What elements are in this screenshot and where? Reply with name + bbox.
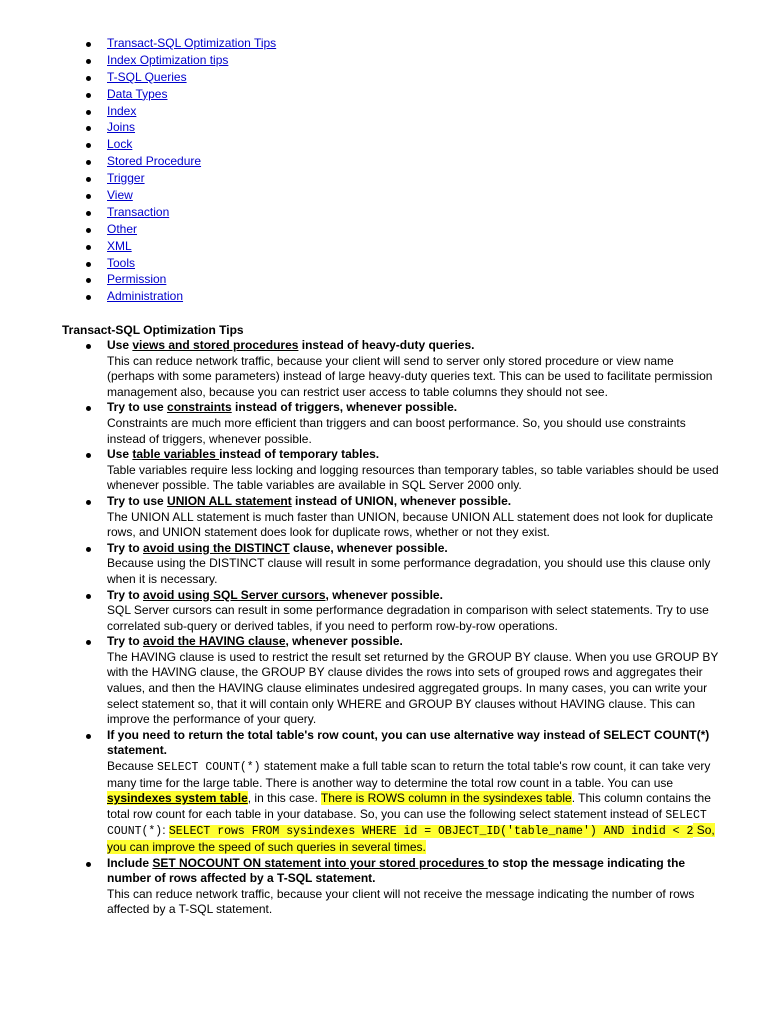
tip-heading: If you need to return the total table's row count, you can use alternative way instead of SELECT COUNT(*) statement. (107, 727, 710, 758)
tip-heading-text: Try to (107, 587, 144, 602)
toc-item (82, 136, 276, 153)
tip-heading (107, 541, 722, 557)
toc-link-view[interactable]: View (107, 188, 133, 203)
toc-link-tools[interactable]: Tools (107, 255, 136, 270)
bullet-icon (86, 93, 91, 98)
toc-link-trigger[interactable]: Trigger (107, 171, 145, 186)
tip-body-text: : (162, 823, 169, 838)
toc-link-stored-procedure[interactable]: Stored Procedure (107, 154, 202, 169)
toc-item (82, 86, 276, 103)
bullet-icon (86, 194, 91, 199)
bullet-icon (86, 245, 91, 250)
toc-item (82, 69, 276, 86)
bullet-icon (86, 862, 91, 867)
tip-heading-text: Try to use (107, 493, 168, 508)
tip-body: The UNION ALL statement is much faster than UNION, because UNION ALL statement does not look for duplicate rows, and UNION statement does look for duplicate rows, whether or not they exist. (107, 509, 714, 540)
tip-body (107, 759, 722, 856)
tip-heading-text: instead of temporary tables. (219, 447, 380, 462)
tip-body: Because using the DISTINCT clause will result in some performance degradation, you should use this clause only when it is necessary. (107, 556, 711, 586)
toc-item (82, 153, 276, 170)
tip-body: Constraints are much more efficient than triggers and can boost performance. So, you should use constraints instead of triggers, whenever possible. (107, 415, 686, 446)
inline-code: SELECT COUNT(*) (157, 761, 261, 775)
tip-body: Table variables require less locking and logging resources than temporary tables, so table variables should be used whenever possible. The table variables are available in SQL Server 2000 only. (107, 462, 719, 493)
bullet-icon (86, 344, 91, 349)
tip-heading (107, 856, 722, 887)
tip-item (82, 447, 722, 494)
toc-link-lock[interactable]: Lock (107, 137, 133, 152)
tip-heading-text: to stop the message indicating the number of rows affected by a T-SQL statement. (107, 855, 686, 886)
toc-item (82, 204, 276, 221)
toc-item (82, 238, 276, 255)
tip-item (82, 338, 722, 400)
toc-item (82, 119, 276, 136)
tip-heading-underlined: avoid the HAVING clause (143, 634, 286, 649)
tip-heading-text: clause, whenever possible. (289, 540, 448, 555)
table-of-contents (82, 35, 276, 305)
tip-body-text: statement make a full table scan to return the total table's row count, it can take very many time for the large table. There is another way to determine the total row count in a table. You can use (107, 759, 711, 790)
tip-heading (107, 447, 722, 463)
tip-heading-underlined: avoid using the DISTINCT (143, 540, 290, 555)
toc-link-data-types[interactable]: Data Types (107, 86, 168, 101)
highlighted-code: SELECT rows FROM sysindexes WHERE id = OBJECT_ID('table_name') AND indid < 2 (168, 825, 694, 839)
tip-body: This can reduce network traffic, because your client will send to server only stored procedure or view name (perhaps with some parameters) instead of large heavy-duty queries text. This can be used to facilitate permission management also, because you can restrict user access to table columns they should not see. (107, 353, 713, 399)
toc-link-joins[interactable]: Joins (107, 120, 136, 135)
toc-link-index[interactable]: Index (107, 103, 137, 118)
tip-heading-text: Include (107, 855, 153, 870)
tip-heading (107, 400, 722, 416)
toc-item (82, 288, 276, 305)
bullet-icon (86, 76, 91, 81)
bullet-icon (86, 177, 91, 182)
bullet-icon (86, 211, 91, 216)
bullet-icon (86, 295, 91, 300)
bullet-icon (86, 278, 91, 283)
bullet-icon (86, 143, 91, 148)
toc-item (82, 255, 276, 272)
tip-heading-text: instead of UNION, whenever possible. (291, 493, 512, 508)
tip-heading-underlined: views and stored procedures (132, 338, 299, 352)
bullet-icon (86, 228, 91, 233)
bullet-icon (86, 42, 91, 47)
tip-item (82, 541, 722, 588)
toc-item (82, 103, 276, 120)
toc-item (82, 52, 276, 69)
toc-link-transaction[interactable]: Transaction (107, 204, 170, 219)
tip-body: This can reduce network traffic, because your client will not receive the message indicating the number of rows affected by a T-SQL statement. (107, 886, 695, 917)
tip-heading-text: Try to (107, 540, 144, 555)
tip-heading (107, 588, 722, 604)
tip-heading (107, 634, 722, 650)
tip-heading-underlined: UNION ALL statement (167, 493, 292, 508)
highlighted-text: There is ROWS column in the sysindexes table (320, 791, 572, 806)
tip-item (82, 494, 722, 541)
section-title: Transact-SQL Optimization Tips (62, 323, 244, 337)
tip-heading-text: instead of triggers, whenever possible. (231, 400, 458, 415)
bullet-icon (86, 262, 91, 267)
tip-heading-text: , whenever possible. (285, 634, 403, 649)
toc-link-transact-sql-optimization-tips[interactable]: Transact-SQL Optimization Tips (107, 36, 277, 50)
tip-heading-text: Use (107, 338, 133, 352)
toc-link-other[interactable]: Other (107, 221, 138, 236)
tip-item (82, 728, 722, 856)
bullet-icon (86, 547, 91, 552)
toc-link-permission[interactable]: Permission (107, 272, 167, 287)
tip-item (82, 634, 722, 728)
tips-list (82, 338, 722, 918)
toc-item (82, 221, 276, 238)
toc-link-index-optimization-tips[interactable]: Index Optimization tips (107, 52, 229, 67)
tip-heading (107, 494, 722, 510)
bullet-icon (86, 453, 91, 458)
tip-heading-text: instead of heavy-duty queries. (298, 338, 475, 352)
bullet-icon (86, 406, 91, 411)
tip-heading-underlined: avoid using SQL Server cursors (143, 587, 326, 602)
bullet-icon (86, 59, 91, 64)
highlighted-text: So, you can improve the speed of such queries in several times. (107, 823, 715, 854)
tip-heading-text: Try to use (107, 400, 168, 415)
bullet-icon (86, 594, 91, 599)
tip-body-text: , in this case. (247, 791, 321, 806)
inline-code: SELECT COUNT(*) (107, 808, 707, 839)
toc-link-t-sql-queries[interactable]: T-SQL Queries (107, 69, 187, 84)
tip-body: The HAVING clause is used to restrict the result set returned by the GROUP BY clause. When you use GROUP BY with the HAVING clause, the GROUP BY clause divides the rows into sets of grouped rows and aggregates their values, and then the HAVING clause eliminates undesired aggregated groups. In many cases, you can write your select statement so, that it will contain only WHERE and GROUP BY clauses without HAVING clause. This can improve the performance of your query. (107, 649, 719, 727)
tip-item (82, 588, 722, 635)
highlighted-term: sysindexes system table (107, 791, 248, 806)
tip-body: SQL Server cursors can result in some performance degradation in comparison with select statements. Try to use correlated sub-query or derived tables, if you need to perform row-by-row operations. (107, 603, 709, 633)
tip-heading-underlined: constraints (167, 400, 232, 415)
tip-heading-text: , whenever possible. (325, 587, 443, 602)
toc-item (82, 187, 276, 204)
toc-link-administration[interactable]: Administration (107, 289, 184, 304)
bullet-icon (86, 110, 91, 115)
toc-item (82, 35, 276, 52)
bullet-icon (86, 126, 91, 131)
bullet-icon (86, 640, 91, 645)
tip-item (82, 856, 722, 918)
tip-item (82, 400, 722, 447)
tip-heading-text: Try to (107, 634, 144, 649)
toc-item (82, 271, 276, 288)
tip-heading-underlined: SET NOCOUNT ON statement into your stored procedures (152, 855, 488, 870)
bullet-icon (86, 500, 91, 505)
toc-link-xml[interactable]: XML (107, 238, 132, 253)
tip-heading (107, 338, 722, 354)
tip-heading-text: Use (107, 447, 133, 462)
toc-item (82, 170, 276, 187)
bullet-icon (86, 160, 91, 165)
bullet-icon (86, 734, 91, 739)
tip-body-text: . This column contains the total row count for each table in your database. So, you can use the following select statement instead of (107, 791, 711, 821)
tip-body-text: Because (107, 759, 158, 774)
tip-heading-underlined: table variables (132, 447, 220, 462)
